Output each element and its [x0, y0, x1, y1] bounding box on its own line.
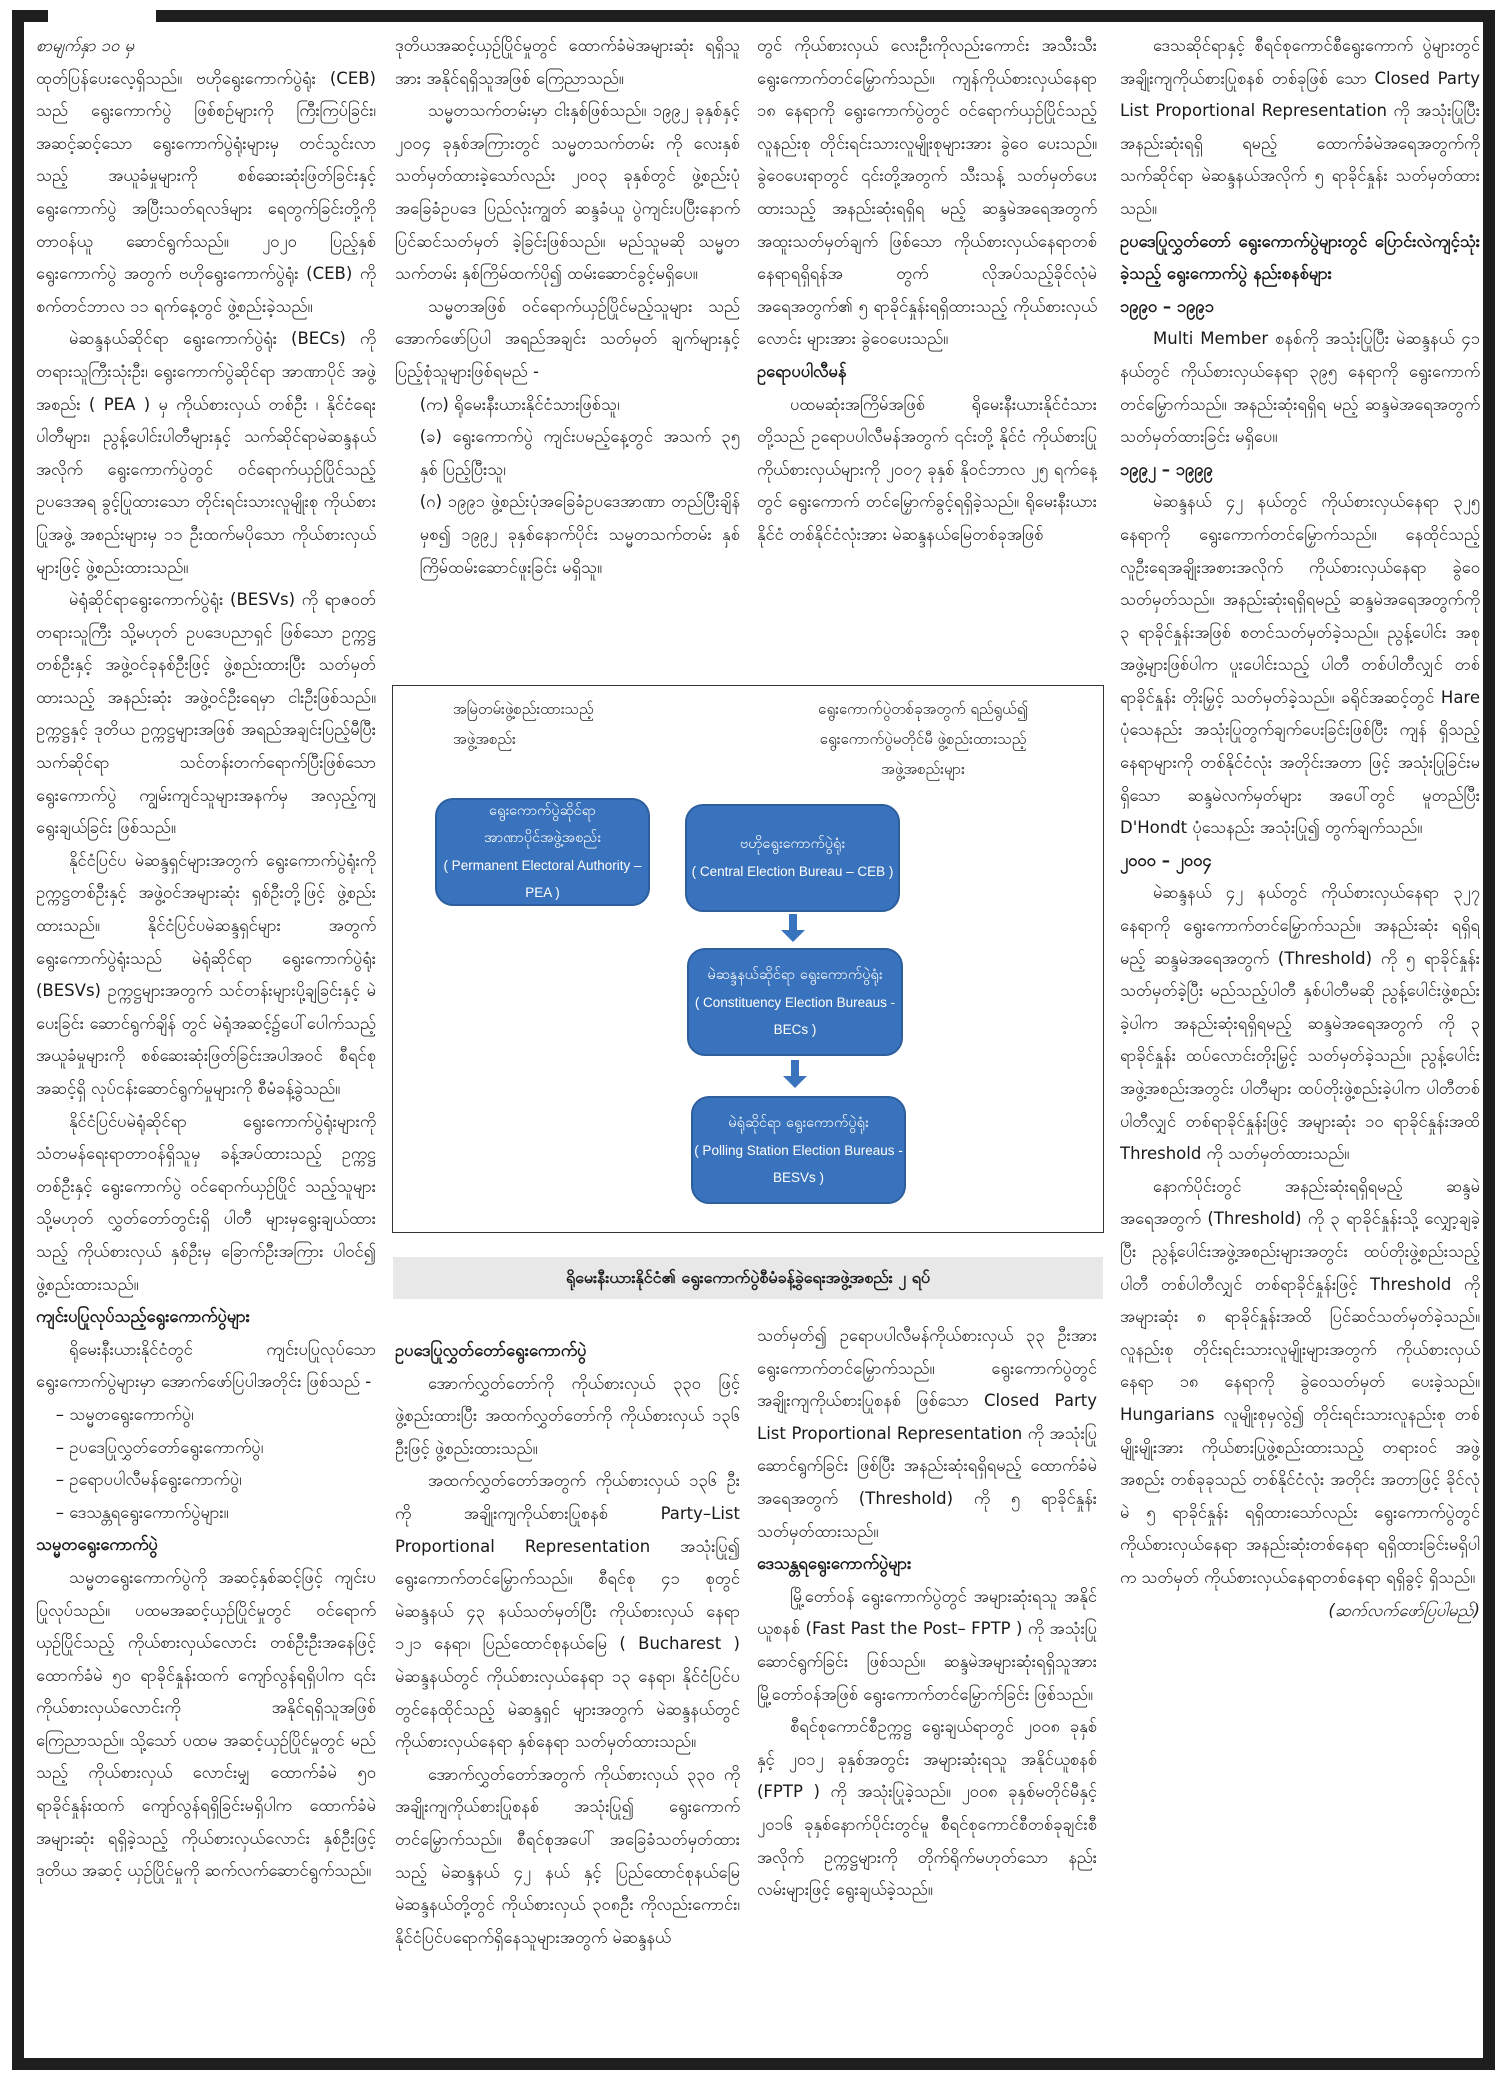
label-line: အဖွဲ့အစည်း: [453, 730, 516, 748]
list-item: [395, 421, 740, 486]
page-border-bottom: [12, 2058, 1495, 2070]
column-1: [36, 30, 376, 2050]
section-heading: ဥရောပပါလီမန်: [757, 361, 847, 381]
item-text: ရိုမေးနီးယားနိုင်ငံသားဖြစ်သူ၊: [454, 394, 620, 414]
item-marker: (ဂ): [419, 492, 443, 512]
list-item: – သမ္မတရွေးကောက်ပွဲ၊: [56, 1399, 376, 1432]
paragraph: အောက်လွှတ်တော်ကို ကိုယ်စားလှယ် ၃၃၀ ဖြင့် ဖွဲ့စည်းထားပြီး အထက်လွှတ်တော်ကို ကိုယ်စားလှယ် ၁၃၆ ဦးဖြင့် ဖွဲ့စည်းထားသည်။: [395, 1373, 740, 1458]
list-item: [395, 486, 740, 584]
item-text: ရွေးကောက်ပွဲ ကျင်းပမည့်နေ့တွင် အသက် ၃၅ နှစ် ပြည့်ပြီးသူ၊: [419, 427, 740, 479]
page-border-top: [156, 10, 1495, 22]
year-range-heading: ၁၉၉၀ – ၁၉၉၁: [1120, 296, 1214, 316]
box-subtitle: BESVs ): [772, 1169, 824, 1185]
year-range-heading: ၂၀၀၀ – ၂၀၀၄: [1120, 850, 1212, 870]
paragraph: မဲရုံဆိုင်ရာရွေးကောက်ပွဲရုံး (BESVs) ကို ရာဇဝတ်တရားသူကြီး သို့မဟုတ် ဥပဒေပညာရှင် ဖြစ်သော ဥက္ကဋ္ဌတစ်ဦးနှင့် အဖွဲ့ဝင်ခုနစ်ဦးဖြင့် ဖွဲ့စည်းထားပြီး သတ်မှတ်ထားသည့် အနည်းဆုံး အဖွဲ့ဝင်ဦးရေမှာ ငါးဦးဖြစ်သည်။ ဥက္ကဋ္ဌနှင့် ဒုတိယ ဥက္ကဋ္ဌများအဖြစ် အရည်အချင်းပြည့်မီပြီး သက်ဆိုင်ရာ သင်တန်းတက်ရောက်ပြီးဖြစ်သော ရွေးကောက်ပွဲ ကျွမ်းကျင်သူများအနက်မှ အလှည့်ကျရွေးချယ်ခြင်း ဖြစ်သည်။: [36, 590, 376, 838]
paragraph: ပထမဆုံးအကြိမ်အဖြစ် ရိုမေးနီးယားနိုင်ငံသား တို့သည် ဥရောပပါလီမန်အတွက် ၎င်းတို့ နိုင်ငံ ကိုယ်စားပြု ကိုယ်စားလှယ်များကို ၂၀၀၇ ခုနှစ် နိုဝင်ဘာလ ၂၅ ရက်နေ့တွင် ရွေးကောက် တင်မြှောက်ခွင့်ရရှိခဲ့သည်။ ရိုမေးနီးယားနိုင်ငံ တစ်နိုင်ငံလုံးအား မဲဆန္ဒနယ်မြေတစ်ခုအဖြစ်: [757, 394, 1097, 544]
list-item: – ဒေသန္တရရွေးကောက်ပွဲများ။: [56, 1497, 376, 1530]
box-title: မဲရုံဆိုင်ရာ ရွေးကောက်ပွဲရုံး: [728, 1114, 869, 1131]
paragraph: သတ်မှတ်၍ ဥရောပပါလီမန်ကိုယ်စားလှယ် ၃၃ ဦးအား ရွေးကောက်တင်မြှောက်သည်။ ရွေးကောက်ပွဲတွင် အချိုးကျကိုယ်စားပြုစနစ် ဖြစ်သော Closed Party List Proportional Representation ကို အသုံးပြုဆောင်ရွက်ခြင်း ဖြစ်ပြီး အနည်းဆုံးရရှိရမည့် ထောက်ခံမဲ အရေအတွက် (Threshold) ကို ၅ ရာခိုင်နှုန်း သတ်မှတ်ထားသည်။: [757, 1326, 1097, 1541]
continued-from-label: စာမျက်နှာ ၁၀ မှ: [36, 36, 135, 55]
paragraph: ရိုမေးနီးယားနိုင်ငံတွင် ကျင်းပပြုလုပ်သော ရွေးကောက်ပွဲများမှာ အောက်ဖော်ပြပါအတိုင်း ဖြစ်သည် -: [36, 1339, 376, 1392]
section-heading: ဥပဒေပြုလွှတ်တော် ရွေးကောက်ပွဲများတွင် ပြောင်းလဲကျင့်သုံးခဲ့သည့် ရွေးကောက်ပွဲ နည်းစနစ်များ: [1120, 231, 1480, 284]
pea-box: [435, 798, 650, 906]
item-text: ၁၉၉၁ ဖွဲ့စည်းပုံအခြေခံဥပဒေအာဏာ တည်ပြီးချိန်မှစ၍ ၁၉၉၂ ခုနှစ်နောက်ပိုင်း သမ္မတသက်တမ်း နှစ်ကြိမ်ထမ်းဆောင်ဖူးခြင်း မရှိသူ။: [419, 492, 740, 577]
page-border-left: [12, 10, 24, 2070]
paragraph: အောက်လွှတ်တော်အတွက် ကိုယ်စားလှယ် ၃၃၀ ကို အချိုးကျကိုယ်စားပြုစနစ် အသုံးပြု၍ ရွေးကောက်တင်မြှောက်သည်။ စီရင်စုအပေါ် အခြေခံသတ်မှတ်ထားသည့် မဲဆန္ဒနယ် ၄၂ နယ် နှင့် ပြည်ထောင်စုနယ်မြေ မဲဆန္ဒနယ်တို့တွင် ကိုယ်စားလှယ် ၃၀၈ဦး ကိုလည်းကောင်း၊ နိုင်ငံပြင်ပရောက်ရှိနေသူများအတွက် မဲဆန္ဒနယ်: [395, 1764, 740, 1947]
box-subtitle: ( Polling Station Election Bureaus -: [694, 1142, 903, 1158]
paragraph: နိုင်ငံပြင်ပမဲရုံဆိုင်ရာ ရွေးကောက်ပွဲရုံးများကို သံတမန်ရေးရာတာဝန်ရှိသူမှ ခန့်အပ်ထားသည့် ဥက္ကဋ္ဌ တစ်ဦးနှင့် ရွေးကောက်ပွဲ ဝင်ရောက်ယှဉ်ပြိုင် သည့်သူများ သို့မဟုတ် လွှတ်တော်တွင်းရှိ ပါတီ များမှရွေးချယ်ထားသည့် ကိုယ်စားလှယ် နှစ်ဦးမှ ခြောက်ဦးအကြား ပါဝင်၍ ဖွဲ့စည်းထားသည်။: [36, 1111, 376, 1294]
list-item: – ဥပဒေပြုလွှတ်တော်ရွေးကောက်ပွဲ၊: [56, 1432, 376, 1465]
paragraph: နိုင်ငံပြင်ပ မဲဆန္ဒရှင်များအတွက် ရွေးကောက်ပွဲရုံးကို ဥက္ကဋ္ဌတစ်ဦးနှင့် အဖွဲ့ဝင်အများဆုံး ရှစ်ဦးတို့ဖြင့် ဖွဲ့စည်းထားသည်။ နိုင်ငံပြင်ပမဲဆန္ဒရှင်များ အတွက် ရွေးကောက်ပွဲရုံးသည် မဲရုံဆိုင်ရာ ရွေးကောက်ပွဲရုံး (BESVs) ဥက္ကဋ္ဌများအတွက် သင်တန်းများပို့ချခြင်းနှင့် မဲပေးခြင်း ဆောင်ရွက်ချိန် တွင် မဲရုံအဆင့်၌ပေါ်ပေါက်သည့် အယူခံမှုများကို စစ်ဆေးဆုံးဖြတ်ခြင်းအပါအဝင် စီရင်စုအဆင့်ရှိ လုပ်ငန်းဆောင်ရွက်မှုများကို စီမံခန့်ခွဲသည်။: [36, 850, 376, 1098]
organization-diagram: [392, 685, 1104, 1233]
diagram-caption: ရိုမေးနီးယားနိုင်ငံ၏ ရွေးကောက်ပွဲစီမံခန့်ခွဲရေးအဖွဲ့အစည်း ၂ ရပ်: [393, 1257, 1103, 1299]
besv-box: [691, 1096, 906, 1204]
label-line: ရွေးကောက်ပွဲတစ်ခုအတွက် ရည်ရွယ်၍: [818, 700, 1028, 718]
paragraph: သမ္မတသက်တမ်းမှာ ငါးနှစ်ဖြစ်သည်။ ၁၉၉၂ ခုနှစ်နှင့် ၂၀၀၄ ခုနှစ်အကြားတွင် သမ္မတသက်တမ်း ကို လေးနှစ်သတ်မှတ်ထားခဲ့သော်လည်း ၂၀၀၃ ခုနှစ်တွင် ဖွဲ့စည်းပုံအခြေခံဥပဒေ ပြည်လုံးကျွတ် ဆန္ဒခံယူ ပွဲကျင်းပပြီးနောက် ပြင်ဆင်သတ်မှတ် ခဲ့ခြင်းဖြစ်သည်။ မည်သူမဆို သမ္မတသက်တမ်း နှစ်ကြိမ်ထက်ပို၍ ထမ်းဆောင်ခွင့်မရှိပေ။: [395, 101, 740, 284]
page-border-right: [1483, 10, 1495, 2070]
item-marker: (ခ): [419, 427, 442, 447]
election-types-list: [36, 1399, 376, 1529]
paragraph: ဒေသဆိုင်ရာနှင့် စီရင်စုကောင်စီရွေးကောက် ပွဲများတွင် အချိုးကျကိုယ်စားပြုစနစ် တစ်ခုဖြစ် သော Closed Party List Proportional Representation ကို အသုံးပြုပြီး အနည်းဆုံးရရှိ ရမည့် ထောက်ခံမဲအရေအတွက်ကို သက်ဆိုင်ရာ မဲဆန္ဒနယ်အလိုက် ၅ ရာခိုင်နှုန်း သတ်မှတ်ထား သည်။: [1120, 36, 1480, 218]
item-marker: (က): [419, 394, 449, 414]
box-subtitle: ( Constituency Election Bureaus - BECs ): [694, 994, 896, 1037]
paragraph: မြို့တော်ဝန် ရွေးကောက်ပွဲတွင် အများဆုံးရသူ အနိုင်ယူစနစ် (Fast Past the Post– FPTP ) ကို အသုံးပြုဆောင်ရွက်ခြင်း ဖြစ်သည်။ ဆန္ဒမဲအများဆုံးရရှိသူအား မြို့တော်ဝန်အဖြစ် ရွေးကောက်တင်မြှောက်ခြင်း ဖြစ်သည်။: [757, 1586, 1097, 1704]
paragraph: မဲဆန္ဒနယ် ၄၂ နယ်တွင် ကိုယ်စားလှယ်နေရာ ၃၂၅ နေရာကို ရွေးကောက်တင်မြှောက်သည်။ နေထိုင်သည့် လူဦးရေအချိုးအစားအလိုက် ကိုယ်စားလှယ်နေရာ ခွဲဝေသတ်မှတ်သည်။ အနည်းဆုံးရရှိရမည့် ဆန္ဒမဲအရေအတွက်ကို ၃ ရာခိုင်နှုန်းအဖြစ် စတင်သတ်မှတ်ခဲ့သည်။ ညွန့်ပေါင်း အစုအဖွဲ့များဖြစ်ပါက ပူးပေါင်းသည့် ပါတီ တစ်ပါတီလျှင် တစ်ရာခိုင်နှုန်း တိုးမြှင့် သတ်မှတ်ခဲ့သည်။ ခရိုင်အဆင့်တွင် Hare ပုံသေနည်း အသုံးပြုတွက်ချက်ပေးခြင်းဖြစ်ပြီး ကျန် ရှိသည့်နေရာများကို တစ်နိုင်ငံလုံး အတိုင်းအတာ ဖြင့် အသုံးပြုခြင်းမရှိသော ဆန္ဒမဲလက်မှတ်များ အပေါ်တွင် မူတည်ပြီး D'Hondt ပုံသေနည်း အသုံးပြု၍ တွက်ချက်သည်။: [1120, 492, 1480, 838]
paragraph: သမ္မတအဖြစ် ဝင်ရောက်ယှဉ်ပြိုင်မည့်သူများ သည် အောက်ဖော်ပြပါ အရည်အချင်း သတ်မှတ် ချက်များနှင့် ပြည့်စုံသူများဖြစ်ရမည် -: [395, 296, 740, 381]
temporary-bodies-label: [773, 694, 1073, 784]
permanent-bodies-label: [453, 694, 594, 754]
paragraph: မဲဆန္ဒနယ် ၄၂ နယ်တွင် ကိုယ်စားလှယ်နေရာ ၃၂၇ နေရာကို ရွေးကောက်တင်မြှောက်သည်။ အနည်းဆုံး ရရှိရမည့် ဆန္ဒမဲအရေအတွက် (Threshold) ကို ၅ ရာခိုင်နှုန်း သတ်မှတ်ခဲ့ပြီး မည်သည့်ပါတီ နှစ်ပါတီမဆို ညွန့်ပေါင်းဖွဲ့စည်း ခဲ့ပါက အနည်းဆုံးရရှိရမည့် ဆန္ဒမဲအရေအတွက် ကို ၃ ရာခိုင်နှုန်း ထပ်လောင်းတိုးမြှင့် သတ်မှတ်ခဲ့သည်။ ညွန့်ပေါင်းအဖွဲ့အစည်းအတွင်း ပါတီများ ထပ်တိုးဖွဲ့စည်းခဲ့ပါက ပါတီတစ်ပါတီလျှင် တစ်ရာခိုင်နှုန်းဖြင့် အများဆုံး ၁၀ ရာခိုင်နှုန်းအထိ Threshold ကို သတ်မှတ်ထားသည်။: [1120, 883, 1480, 1164]
box-subtitle: ( Permanent Electoral Authority – PEA ): [443, 858, 642, 900]
paragraph: နောက်ပိုင်းတွင် အနည်းဆုံးရရှိရမည့် ဆန္ဒမဲ အရေအတွက် (Threshold) ကို ၃ ရာခိုင်နှုန်းသို့ လျှော့ချခဲ့ပြီး ညွန့်ပေါင်းအဖွဲ့အစည်းများအတွင်း ထပ်တိုးဖွဲ့စည်းသည့် ပါတီ တစ်ပါတီလျှင် တစ်ရာခိုင်နှုန်းဖြင့် Threshold ကို အများဆုံး ၈ ရာခိုင်နှုန်းအထိ ပြင်ဆင်သတ်မှတ်ခဲ့သည်။ လူနည်းစု တိုင်းရင်းသားလူမျိုးများအတွက် ကိုယ်စားလှယ်နေရာ ၁၈ နေရာကို ခွဲဝေသတ်မှတ် ပေးခဲ့သည်။ Hungarians လူမျိုးစုမှလွဲ၍ တိုင်းရင်းသားလူနည်းစု တစ်မျိုးမျိုးအား ကိုယ်စားပြုဖွဲ့စည်းထားသည့် တရားဝင် အဖွဲ့အစည်း တစ်ခုခုသည် တစ်နိုင်ငံလုံး အတိုင်း အတာဖြင့် ခိုင်လုံမဲ ၅ ရာခိုင်နှုန်း ရရှိထားသော်လည်း ရွေးကောက်ပွဲတွင် ကိုယ်စားလှယ်နေရာ အနည်းဆုံးတစ်နေရာ ရရှိထားခြင်းမရှိပါက သတ်မှတ် ကိုယ်စားလှယ်နေရာတစ်နေရာ ရရှိခွင့် ရှိသည်။: [1120, 1176, 1480, 1587]
column-3-upper: [757, 30, 1097, 670]
column-3-lower: [757, 1320, 1097, 2050]
box-title: အာဏာပိုင်အဖွဲ့အစည်း: [484, 830, 601, 846]
box-title: မဲဆန္ဒနယ်ဆိုင်ရာ ရွေးကောက်ပွဲရုံး: [707, 966, 883, 983]
column-2-lower: [395, 1335, 740, 2050]
section-heading: သမ္မတရွေးကောက်ပွဲ: [36, 1535, 158, 1555]
label-line: ရွေးကောက်ပွဲမတိုင်မီ ဖွဲ့စည်းထားသည့်: [819, 730, 1027, 748]
year-range-heading: ၁၉၉၂ – ၁၉၉၉: [1120, 459, 1213, 479]
paragraph: ထုတ်ပြန်ပေးလေ့ရှိသည်။ ဗဟိုရွေးကောက်ပွဲရုံး (CEB) သည် ရွေးကောက်ပွဲ ဖြစ်စဉ်များကို ကြီးကြပ်ခြင်း၊ အဆင့်ဆင့်သော ရွေးကောက်ပွဲရုံးများမှ တင်သွင်းလာသည့် အယူခံမှုများကို စစ်ဆေးဆုံးဖြတ်ခြင်းနှင့် ရွေးကောက်ပွဲ အပြီးသတ်ရလဒ်များ ရေတွက်ခြင်းတို့ကို တာဝန်ယူ ဆောင်ရွက်သည်။ ၂၀၂၀ ပြည့်နှစ် ရွေးကောက်ပွဲ အတွက် ဗဟိုရွေးကောက်ပွဲရုံး (CEB) ကို စက်တင်ဘာလ ၁၁ ရက်နေ့တွင် ဖွဲ့စည်းခဲ့သည်။: [36, 68, 376, 316]
column-4: [1120, 30, 1480, 2050]
paragraph: ဒုတိယအဆင့်ယှဉ်ပြိုင်မှုတွင် ထောက်ခံမဲအများဆုံး ရရှိသူအား အနိုင်ရရှိသူအဖြစ် ကြေညာသည်။: [395, 36, 740, 88]
label-line: အမြဲတမ်းဖွဲ့စည်းထားသည့်: [453, 700, 594, 718]
paragraph: တွင် ကိုယ်စားလှယ် လေးဦးကိုလည်းကောင်း အသီးသီး ရွေးကောက်တင်မြှောက်သည်။ ကျန်ကိုယ်စားလှယ်နေရာ ၁၈ နေရာကို ရွေးကောက်ပွဲတွင် ဝင်ရောက်ယှဉ်ပြိုင်သည့် လူနည်းစု တိုင်းရင်းသားလူမျိုးစုများအား ခွဲဝေ ပေးသည်။ ခွဲဝေပေးရာတွင် ၎င်းတို့အတွက် သီးသန့် သတ်မှတ်ပေးထားသည့် အနည်းဆုံးရရှိရ မည့် ဆန္ဒမဲအရေအတွက် အထူးသတ်မှတ်ချက် ဖြစ်သော ကိုယ်စားလှယ်နေရာတစ်နေရာရရှိရန်အ တွက် လိုအပ်သည့်ခိုင်လုံမဲ အရေအတွက်၏ ၅ ရာခိုင်နှုန်းရရှိထားသည့် ကိုယ်စားလှယ်လောင်း များအား ခွဲဝေပေးသည်။: [757, 36, 1097, 349]
box-subtitle: ( Central Election Bureau – CEB ): [691, 864, 894, 879]
label-line: အဖွဲ့အစည်းများ: [881, 760, 965, 778]
bec-box: [687, 948, 903, 1056]
paragraph: သမ္မတရွေးကောက်ပွဲကို အဆင့်နှစ်ဆင့်ဖြင့် ကျင်းပပြုလုပ်သည်။ ပထမအဆင့်ယှဉ်ပြိုင်မှုတွင် ဝင်ရောက်ယှဉ်ပြိုင်သည့် ကိုယ်စားလှယ်လောင်း တစ်ဦးဦးအနေဖြင့် ထောက်ခံမဲ ၅၀ ရာခိုင်နှုန်းထက် ကျော်လွန်ရရှိပါက ၎င်းကိုယ်စားလှယ်လောင်းကို အနိုင်ရရှိသူအဖြစ် ကြေညာသည်။ သို့သော် ပထမ အဆင့်ယှဉ်ပြိုင်မှုတွင် မည်သည့် ကိုယ်စားလှယ် လောင်းမျှ ထောက်ခံမဲ ၅၀ ရာခိုင်နှုန်းထက် ကျော်လွန်ရရှိခြင်းမရှိပါက ထောက်ခံမဲအများဆုံး ရရှိခဲ့သည့် ကိုယ်စားလှယ်လောင်း နှစ်ဦးဖြင့် ဒုတိယ အဆင့် ယှဉ်ပြိုင်မှုကို ဆက်လက်ဆောင်ရွက်သည်။: [36, 1567, 376, 1881]
ceb-box: [685, 804, 900, 912]
section-heading: ကျင်းပပြုလုပ်သည့်ရွေးကောက်ပွဲများ: [36, 1307, 250, 1327]
section-heading: ဒေသန္တရရွေးကောက်ပွဲများ: [757, 1554, 912, 1574]
paragraph: မဲဆန္ဒနယ်ဆိုင်ရာ ရွေးကောက်ပွဲရုံး (BECs) ကို တရားသူကြီးသုံးဦး၊ ရွေးကောက်ပွဲဆိုင်ရာ အာဏာပိုင် အဖွဲ့အစည်း ( PEA ) မှ ကိုယ်စားလှယ် တစ်ဦး ၊ နိုင်ငံရေးပါတီများ၊ ညွန့်ပေါင်းပါတီများနှင့် သက်ဆိုင်ရာမဲဆန္ဒနယ်အလိုက် ရွေးကောက်ပွဲတွင် ဝင်ရောက်ယှဉ်ပြိုင်သည့် ဥပဒေအရ ခွင့်ပြုထားသော တိုင်းရင်းသားလူမျိုးစု ကိုယ်စားပြုအဖွဲ့ အစည်းများမှ ၁၁ ဦးထက်မပိုသော ကိုယ်စားလှယ် များဖြင့် ဖွဲ့စည်းထားသည်။: [36, 329, 376, 577]
section-heading: ဥပဒေပြုလွှတ်တော်ရွေးကောက်ပွဲ: [395, 1341, 587, 1360]
list-item: – ဥရောပပါလီမန်ရွေးကောက်ပွဲ၊: [56, 1464, 376, 1497]
paragraph: စီရင်စုကောင်စီဥက္ကဋ္ဌ ရွေးချယ်ရာတွင် ၂၀၀၈ ခုနှစ်နှင့် ၂၀၁၂ ခုနှစ်အတွင်း အများဆုံးရသူ အနိုင်ယူစနစ် (FPTP ) ကို အသုံးပြုခဲ့သည်။ ၂၀၀၈ ခုနှစ်မတိုင်မီနှင့် ၂၀၁၆ ခုနှစ်နောက်ပိုင်းတွင်မူ စီရင်စုကောင်စီတစ်ခုချင်းစီအလိုက် ဥက္ကဋ္ဌများကို တိုက်ရိုက်မဟုတ်သော နည်းလမ်းများဖြင့် ရွေးချယ်ခဲ့သည်။: [757, 1717, 1097, 1900]
box-title: ရွေးကောက်ပွဲဆိုင်ရာ: [489, 803, 596, 819]
box-title: ဗဟိုရွေးကောက်ပွဲရုံး: [739, 836, 846, 852]
column-2-upper: [395, 30, 740, 670]
list-item: [395, 389, 740, 422]
paragraph: Multi Member စနစ်ကို အသုံးပြုပြီး မဲဆန္ဒနယ် ၄၁ နယ်တွင် ကိုယ်စားလှယ်နေရာ ၃၉၅ နေရာကို ရွေးကောက်တင်မြှောက်သည်။ အနည်းဆုံးရရှိရ မည့် ဆန္ဒမဲအရေအတွက် သတ်မှတ်ထားခြင်း မရှိပေ။: [1120, 329, 1480, 447]
paragraph: အထက်လွှတ်တော်အတွက် ကိုယ်စားလှယ် ၁၃၆ ဦးကို အချိုးကျကိုယ်စားပြုစနစ် Party–List Proportional Representation အသုံးပြု၍ ရွေးကောက်တင်မြှောက်သည်။ စီရင်စု ၄၁ စုတွင် မဲဆန္ဒနယ် ၄၃ နယ်သတ်မှတ်ပြီး ကိုယ်စားလှယ် နေရာ ၁၂၁ နေရာ၊ ပြည်ထောင်စုနယ်မြေ ( Bucharest ) မဲဆန္ဒနယ်တွင် ကိုယ်စားလှယ်နေရာ ၁၃ နေရာ၊ နိုင်ငံပြင်ပတွင်နေထိုင်သည့် မဲဆန္ဒရှင် များအတွက် မဲဆန္ဒနယ်တွင် ကိုယ်စားလှယ်နေရာ နှစ်နေရာ သတ်မှတ်ထားသည်။: [395, 1471, 740, 1752]
continued-to-label: (ဆက်လက်ဖော်ပြပါမည်): [1328, 1600, 1480, 1620]
